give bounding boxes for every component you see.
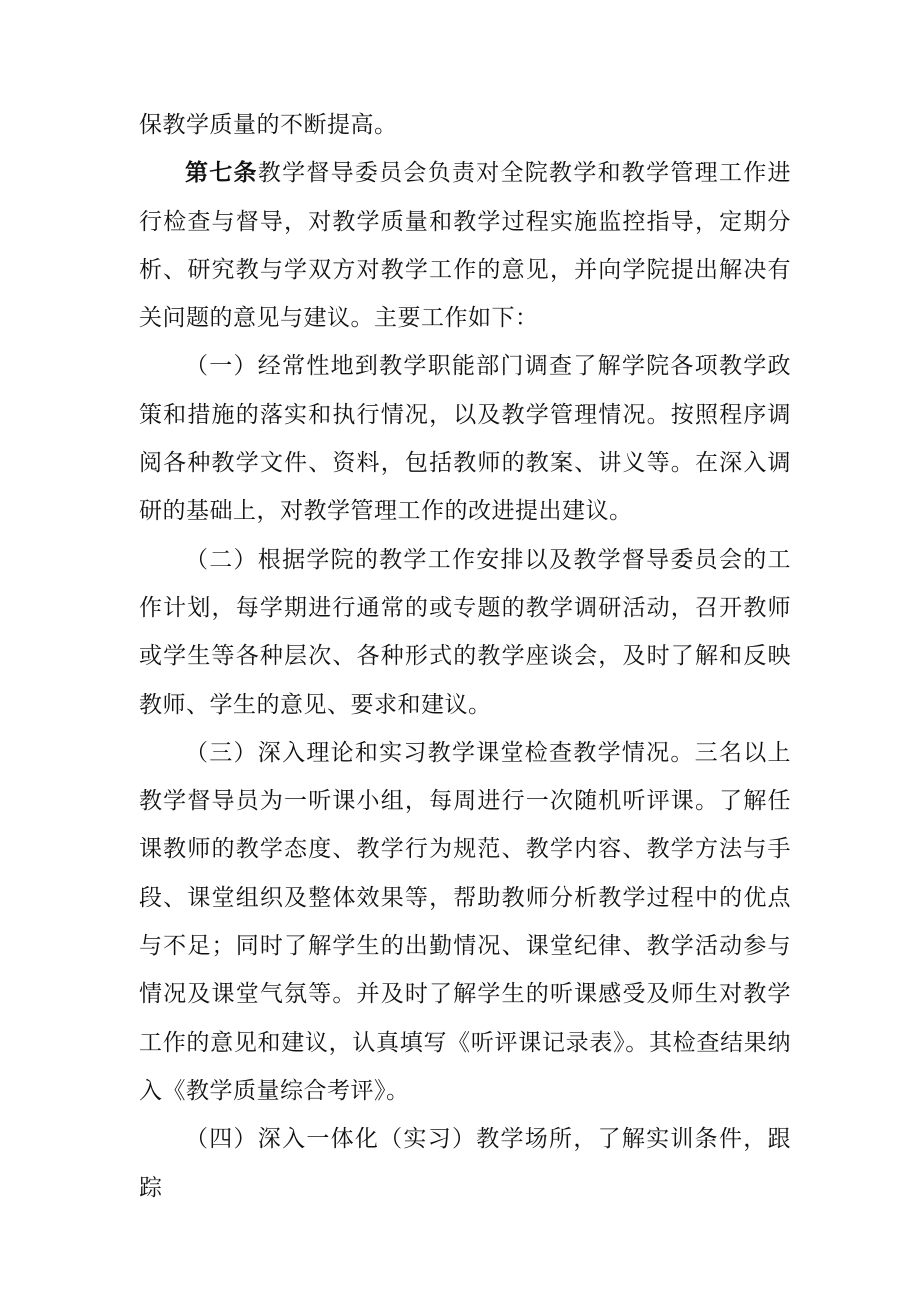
document-body <box>139 101 791 1212</box>
paragraph-text: 教学督导委员会负责对全院教学和教学管理工作进行检查与督导，对教学质量和教学过程实施监控指导，定期分析、研究教与学双方对教学工作的意见，并向学院提出解决有关问题的意见与建议。主要工作如下： <box>139 160 791 332</box>
paragraph-text: （一）经常性地到教学职能部门调查了解学院各项教学政策和措施的落实和执行情况，以及教学管理情况。按照程序调阅各种教学文件、资料，包括教师的教案、讲义等。在深入调研的基础上，对教学管理工作的改进提出建议。 <box>139 353 791 525</box>
paragraph-item-1 <box>139 342 791 535</box>
article-number: 第七条 <box>185 160 258 187</box>
paragraph-text: 保教学质量的不断提高。 <box>139 112 398 138</box>
paragraph-text: （四）深入一体化（实习）教学场所，了解实训条件，跟踪 <box>139 1126 791 1201</box>
paragraph-text: （三）深入理论和实习教学课堂检查教学情况。三名以上教学督导员为一听课小组，每周进行一次随机听评课。了解任课教师的教学态度、教学行为规范、教学内容、教学方法与手段、课堂组织及整体效果等，帮助教师分析教学过程中的优点与不足；同时了解学生的出勤情况、课堂纪律、教学活动参与情况及课堂气氛等。并及时了解学生的听课感受及师生对教学工作的意见和建议，认真填写《听评课记录表》。其检查结果纳入《教学质量综合考评》。 <box>139 739 791 1104</box>
paragraph-item-4 <box>139 1115 791 1212</box>
paragraph-item-3 <box>139 729 791 1115</box>
paragraph-text: （二）根据学院的教学工作安排以及教学督导委员会的工作计划，每学期进行通常的或专题的教学调研活动，召开教师或学生等各种层次、各种形式的教学座谈会，及时了解和反映教师、学生的意见、要求和建议。 <box>139 546 791 718</box>
paragraph-continuation <box>139 101 791 149</box>
paragraph-item-2 <box>139 536 791 729</box>
paragraph-article-7 <box>139 149 791 342</box>
